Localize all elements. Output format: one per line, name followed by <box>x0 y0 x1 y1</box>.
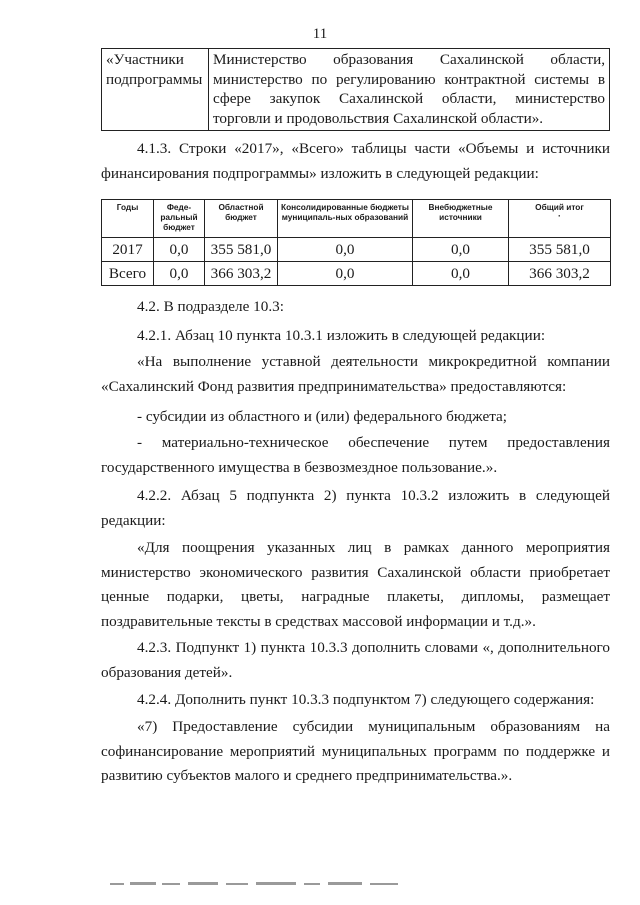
quote-paragraph-3: «7) Предоставление субсидии муниципальным образованиям на софинансирование мероприятий муниципальных программ по поддержке и развитию субъектов малого и среднего предпринимательства.». <box>101 718 610 784</box>
cell-municipal: 0,0 <box>278 238 413 262</box>
volumes-table <box>101 199 611 286</box>
paragraph-4-2-3: 4.2.3. Подпункт 1) пункта 10.3.3 дополнить словами «, дополнительного образования детей». <box>101 639 610 681</box>
table-header-row <box>102 200 611 238</box>
header-municipal: Консолидированные бюджеты муниципаль-ных образований <box>278 200 413 238</box>
cell-year: 2017 <box>102 238 154 262</box>
participants-label <box>102 49 209 131</box>
table-row <box>102 49 610 131</box>
list-item-material-support: - материально-техническое обеспечение путем предоставления государственного имущества в безвозмездное пользование.». <box>101 434 610 476</box>
cell-extrabudget: 0,0 <box>413 238 509 262</box>
footer-scan-artifact <box>110 880 480 888</box>
quote-paragraph-2: «Для поощрения указанных лиц в рамках данного мероприятия министерство экономического развития Сахалинской области приобретает ценные подарки, цветы, наградные плакеты, дипломы, размещает поздравительные тексты в средствах массовой информации и т.д.». <box>101 539 610 630</box>
cell-regional: 366 303,2 <box>205 262 278 286</box>
cell-municipal: 0,0 <box>278 262 413 286</box>
table-row <box>102 262 611 286</box>
participants-value: Министерство образования Сахалинской области, министерство по регулированию контрактной системы в сфере закупок Сахалинской области, министерство торговли и продовольствия Сахалинской области». <box>209 49 610 131</box>
cell-federal: 0,0 <box>154 262 205 286</box>
cell-total: 366 303,2 <box>509 262 611 286</box>
header-extrabudget: Внебюджетные источники <box>413 200 509 238</box>
cell-regional: 355 581,0 <box>205 238 278 262</box>
table-row <box>102 238 611 262</box>
cell-year: Всего <box>102 262 154 286</box>
header-total <box>509 200 611 238</box>
paragraph-4-2-4: 4.2.4. Дополнить пункт 10.3.3 подпунктом 7) следующего содержания: <box>137 691 595 708</box>
paragraph-4-2-2: 4.2.2. Абзац 5 подпункта 2) пункта 10.3.2 изложить в следующей редакции: <box>101 487 610 529</box>
header-total-mark: · <box>558 211 561 221</box>
cell-total: 355 581,0 <box>509 238 611 262</box>
paragraph-4-2: 4.2. В подразделе 10.3: <box>137 298 284 315</box>
list-item-subsidies: - субсидии из областного и (или) федерального бюджета; <box>137 408 507 425</box>
paragraph-4-2-1: 4.2.1. Абзац 10 пункта 10.3.1 изложить в следующей редакции: <box>137 327 546 344</box>
cell-federal: 0,0 <box>154 238 205 262</box>
header-regional: Областной бюджет <box>205 200 278 238</box>
participants-table <box>101 48 610 131</box>
participants-label-text: «Участники подпрограммы <box>106 51 203 88</box>
header-years: Годы <box>102 200 154 238</box>
page-number: 11 <box>312 26 328 42</box>
cell-extrabudget: 0,0 <box>413 262 509 286</box>
quote-paragraph-1: «На выполнение уставной деятельности микрокредитной компании «Сахалинский Фонд развития предпринимательства» предоставляются: <box>101 353 610 395</box>
header-federal: Феде-ральный бюджет <box>154 200 205 238</box>
header-total-label: Общий итог <box>535 202 584 212</box>
paragraph-4-1-3: 4.1.3. Строки «2017», «Всего» таблицы части «Объемы и источники финансирования подпрограммы» изложить в следующей редакции: <box>101 140 610 182</box>
